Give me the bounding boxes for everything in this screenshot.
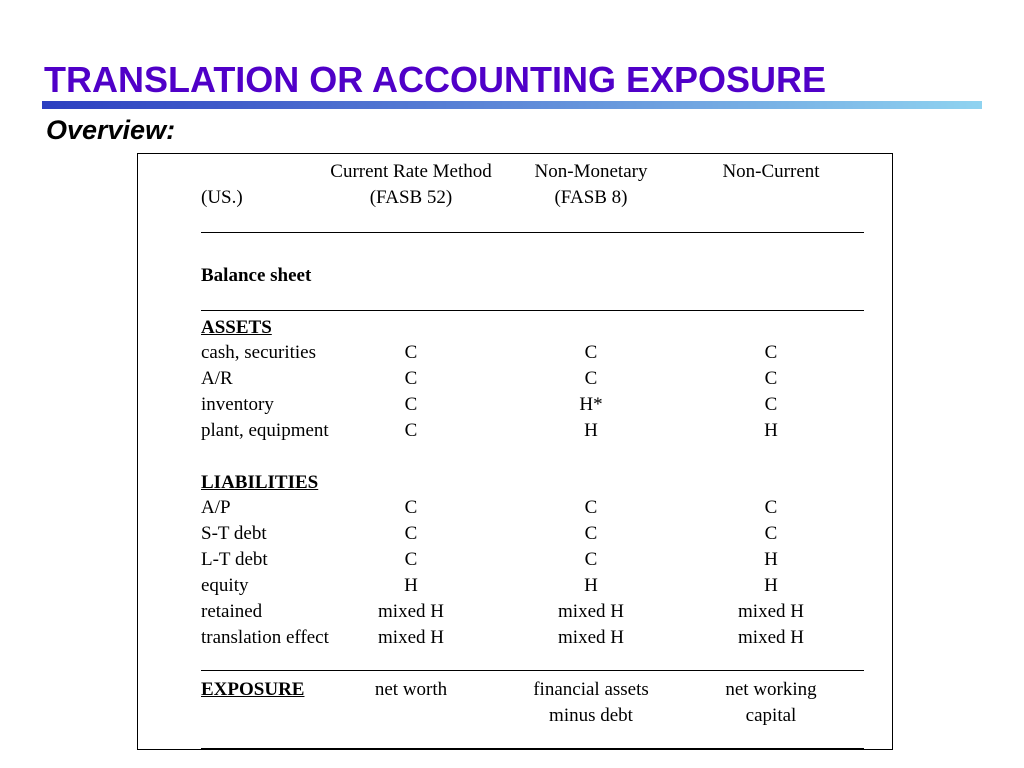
header-non-monetary: Non-Monetary [534, 161, 648, 182]
slide-title: TRANSLATION OR ACCOUNTING EXPOSURE [44, 59, 827, 100]
row-value: H [764, 575, 778, 596]
row-value: mixed H [558, 601, 624, 622]
row-value: C [584, 497, 598, 518]
assets-heading: ASSETS [201, 317, 272, 338]
row-label: equity [201, 575, 249, 596]
row-value: C [584, 549, 598, 570]
row-label: L-T debt [201, 549, 268, 570]
header-non-current: Non-Current [722, 161, 820, 182]
row-value: C [404, 368, 418, 389]
row-value: mixed H [378, 627, 444, 648]
row-value: C [764, 342, 778, 363]
row-value: mixed H [558, 627, 624, 648]
row-value: C [404, 497, 418, 518]
row-value: C [764, 523, 778, 544]
row-label: translation effect [201, 627, 329, 648]
header-current-rate-method: Current Rate Method [330, 161, 492, 182]
row-value: C [404, 420, 418, 441]
header-fasb-8: (FASB 8) [554, 187, 628, 208]
liabilities-heading: LIABILITIES [201, 472, 319, 493]
balance-sheet-label: Balance sheet [201, 265, 312, 286]
row-value: C [764, 394, 778, 415]
row-label: cash, securities [201, 342, 317, 363]
row-label: retained [201, 601, 263, 622]
row-value: H [764, 420, 778, 441]
exposure-label: EXPOSURE [201, 679, 305, 700]
balance-sheet-divider [201, 310, 864, 311]
row-label: S-T debt [201, 523, 267, 544]
row-label: A/P [201, 497, 231, 518]
exposure-non-current-line2: capital [745, 705, 797, 726]
row-value: mixed H [738, 601, 804, 622]
row-label: A/R [201, 368, 233, 389]
exposure-non-current-line1: net working [725, 679, 817, 700]
row-value: mixed H [378, 601, 444, 622]
row-value: C [404, 523, 418, 544]
slide-subtitle: Overview: [46, 115, 176, 145]
row-label: inventory [201, 394, 274, 415]
row-label: plant, equipment [201, 420, 329, 441]
row-value: C [764, 497, 778, 518]
row-value: H [584, 575, 598, 596]
row-value: H [584, 420, 598, 441]
row-value: C [404, 394, 418, 415]
row-value: C [584, 342, 598, 363]
header-divider [201, 232, 864, 233]
exposure-table-frame [137, 153, 893, 750]
row-value: mixed H [738, 627, 804, 648]
exposure-current-rate: net worth [374, 679, 448, 700]
exposure-non-monetary-line2: minus debt [549, 705, 633, 726]
header-us: (US.) [201, 187, 243, 208]
row-value: C [404, 549, 418, 570]
row-value: H* [579, 394, 603, 415]
header-fasb-52: (FASB 52) [369, 187, 453, 208]
exposure-non-monetary-line1: financial assets [533, 679, 649, 700]
row-value: C [584, 523, 598, 544]
exposure-divider [201, 670, 864, 671]
row-value: C [404, 342, 418, 363]
title-underline-rule [42, 101, 982, 109]
row-value: C [764, 368, 778, 389]
row-value: C [584, 368, 598, 389]
row-value: H [764, 549, 778, 570]
row-value: H [404, 575, 418, 596]
table-bottom-divider [201, 748, 864, 749]
